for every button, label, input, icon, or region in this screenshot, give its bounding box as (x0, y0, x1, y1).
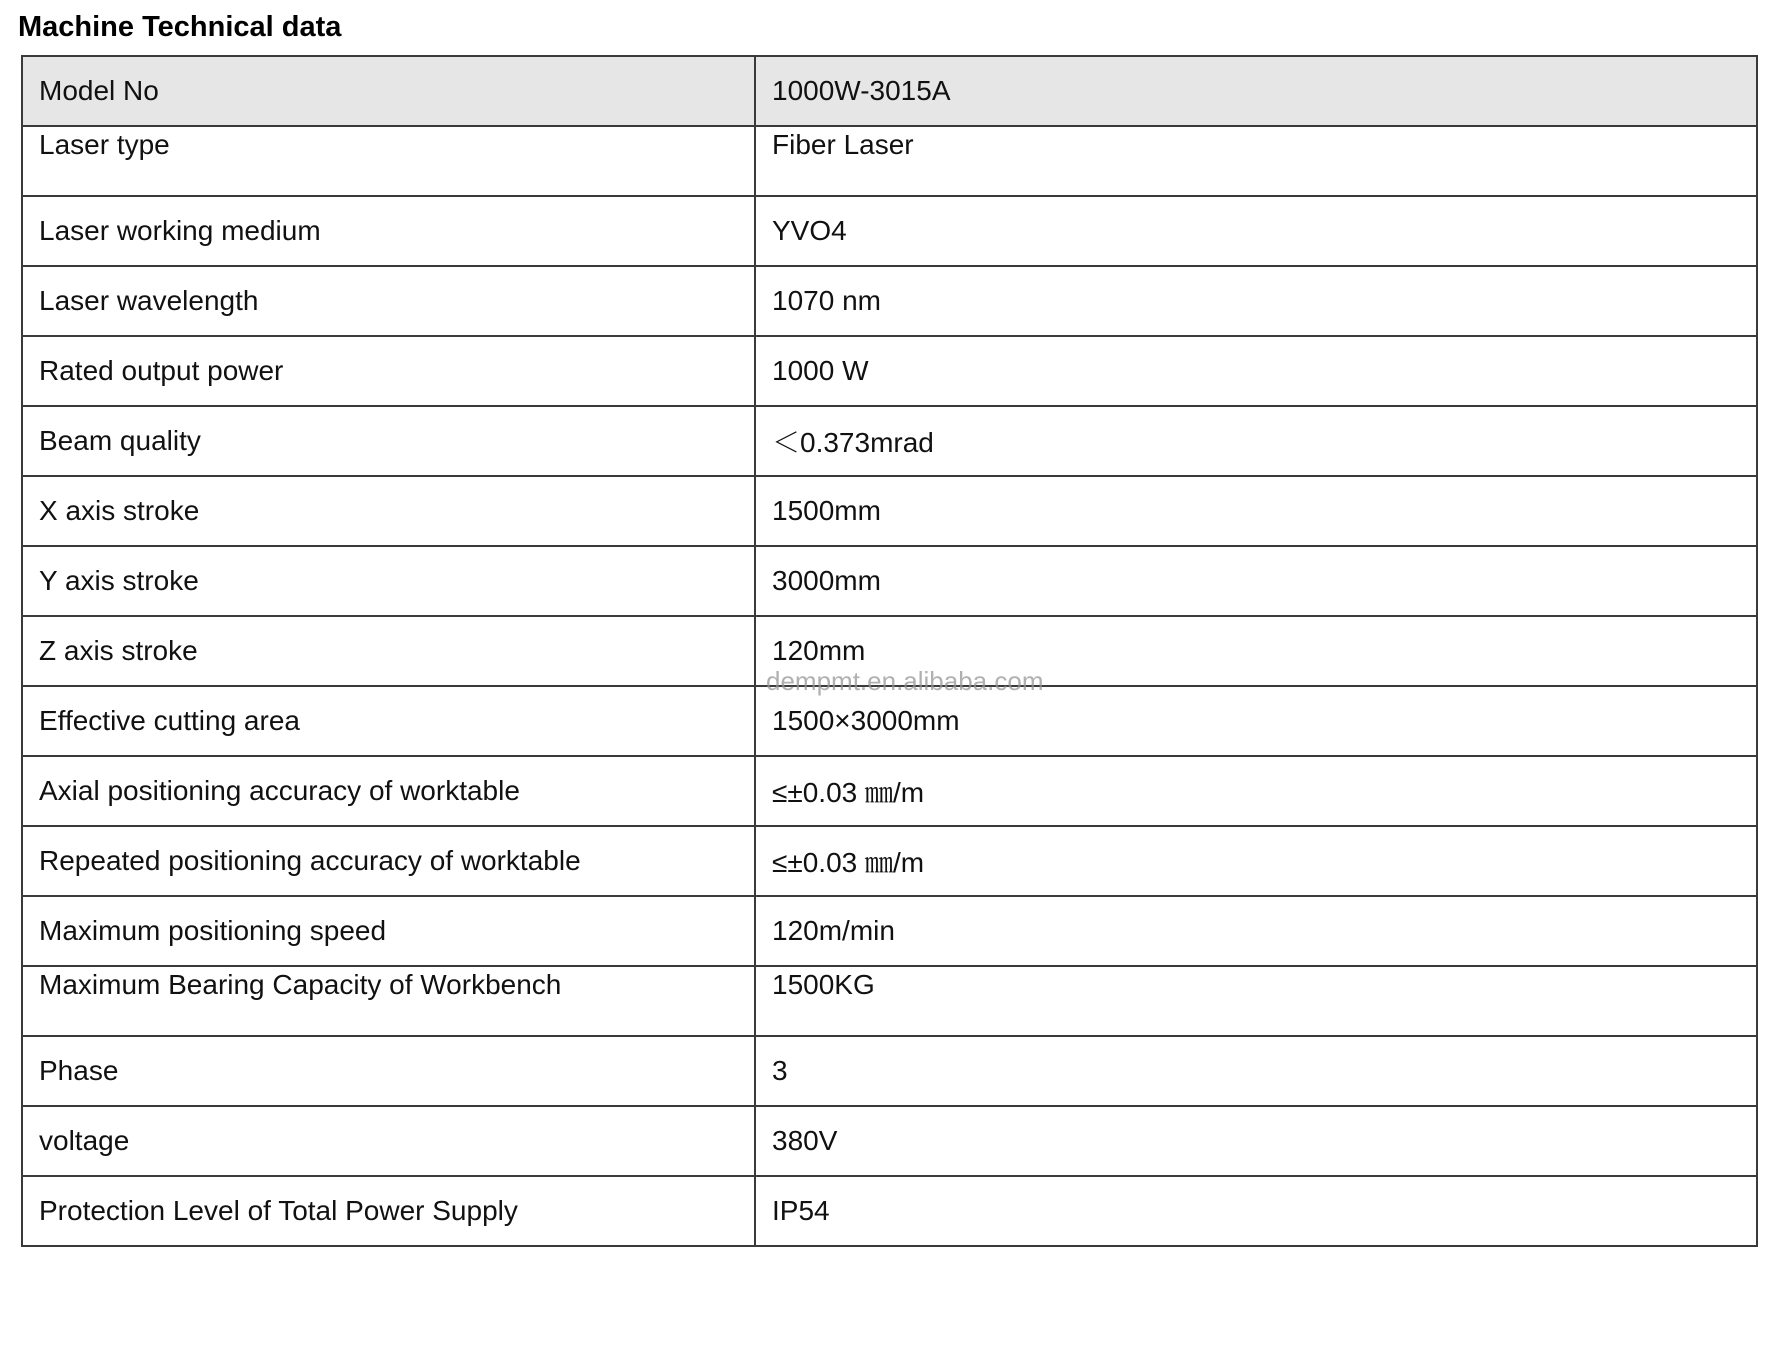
spec-label: Model No (22, 56, 755, 126)
spec-label: Laser wavelength (22, 266, 755, 336)
spec-table (21, 55, 1758, 1247)
spec-label: voltage (22, 1106, 755, 1176)
table-row (22, 336, 1757, 406)
spec-value: 3000mm (755, 546, 1757, 616)
watermark-text: dempmt.en.alibaba.com (766, 666, 1044, 696)
spec-value: ＜0.373mrad (755, 406, 1757, 476)
spec-value: 1500mm (755, 476, 1757, 546)
spec-label: Maximum positioning speed (22, 896, 755, 966)
spec-value: ≤±0.03 ㎜/m (755, 826, 1757, 896)
table-row (22, 756, 1757, 826)
spec-value: ≤±0.03 ㎜/m (755, 756, 1757, 826)
spec-label: Laser type (22, 126, 755, 196)
spec-label: X axis stroke (22, 476, 755, 546)
spec-label: Protection Level of Total Power Supply (22, 1176, 755, 1246)
spec-label: Repeated positioning accuracy of worktable (22, 826, 755, 896)
spec-value: 1500×3000mm (755, 686, 1757, 756)
table-row (22, 966, 1757, 1036)
spec-value: 1500KG (755, 966, 1757, 1036)
spec-value: 3 (755, 1036, 1757, 1106)
spec-label: Rated output power (22, 336, 755, 406)
spec-value: 1000 W (755, 336, 1757, 406)
spec-label: Y axis stroke (22, 546, 755, 616)
spec-label: Z axis stroke (22, 616, 755, 686)
table-row (22, 266, 1757, 336)
spec-label: Effective cutting area (22, 686, 755, 756)
page-title: Machine Technical data (18, 11, 342, 43)
table-row (22, 826, 1757, 896)
spec-value: Fiber Laser (755, 126, 1757, 196)
spec-label: Beam quality (22, 406, 755, 476)
spec-value: 1000W-3015A (755, 56, 1757, 126)
table-row (22, 546, 1757, 616)
table-row (22, 476, 1757, 546)
table-row (22, 896, 1757, 966)
spec-label: Phase (22, 1036, 755, 1106)
spec-value: 120mm (755, 616, 1757, 686)
spec-value: 1070 nm (755, 266, 1757, 336)
spec-value: IP54 (755, 1176, 1757, 1246)
table-row (22, 126, 1757, 196)
spec-label: Maximum Bearing Capacity of Workbench (22, 966, 755, 1036)
table-row (22, 616, 1757, 686)
table-row (22, 1106, 1757, 1176)
spec-label: Laser working medium (22, 196, 755, 266)
spec-value: 380V (755, 1106, 1757, 1176)
table-row (22, 56, 1757, 126)
spec-value: 120m/min (755, 896, 1757, 966)
table-row (22, 686, 1757, 756)
table-row (22, 1036, 1757, 1106)
spec-label: Axial positioning accuracy of worktable (22, 756, 755, 826)
spec-value: YVO4 (755, 196, 1757, 266)
table-row (22, 1176, 1757, 1246)
table-row (22, 406, 1757, 476)
table-row (22, 196, 1757, 266)
